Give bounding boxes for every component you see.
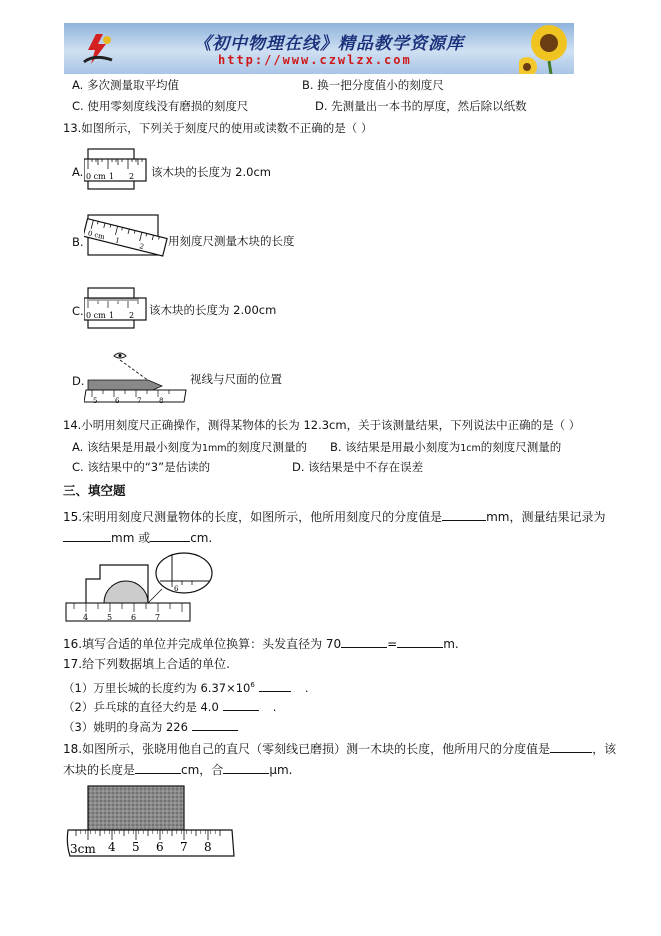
ruler-tick-4: 4 (83, 613, 89, 622)
q14-a-pre: A. 该结果是用最小刻度为 (72, 440, 202, 454)
q15-line2 (63, 530, 212, 546)
section-title: 三、填空题 (63, 483, 126, 498)
sunflower-image (519, 23, 574, 74)
q17-item-2 (63, 699, 276, 714)
q12-option-b[interactable]: B. 换一把分度值小的刻度尺 (302, 78, 444, 92)
q15-line1-pre: 15.宋明用刻度尺测量物体的长度，如图所示，他所用刻度尺的分度值是 (63, 510, 443, 524)
q18-line1 (63, 741, 616, 757)
q13-option-c-text: 该木块的长度为 2.00cm (149, 303, 277, 317)
ruler-d-tick-8: 8 (159, 397, 164, 405)
q18-line2-pre: 木块的长度是 (63, 763, 136, 777)
banner-url[interactable]: http://www.czwlzx.com (218, 53, 412, 67)
q17-i2-end: . (272, 700, 277, 714)
q16-blank-value[interactable] (397, 636, 443, 648)
q13-a-ruler-figure (84, 147, 150, 191)
q16-pre: 16.填写合适的单位并完成单位换算：头发直径为 70 (63, 637, 342, 651)
ruler-tick-1: 1 (114, 236, 121, 245)
ruler-tick-1: 1 (109, 311, 115, 320)
ruler-tick-7: 7 (155, 613, 161, 622)
header-banner (64, 23, 574, 74)
q15-line1-unit: mm，测量结果记录为 (486, 510, 606, 524)
q15-line2-unit1: mm 或 (111, 531, 151, 545)
q17-blank-3[interactable] (192, 719, 238, 731)
ruler-d-tick-6: 6 (115, 397, 120, 405)
q17-stem: 17.给下列数据填上合适的单位. (63, 657, 230, 671)
q14-b-pre: B. 该结果是用最小刻度为 (330, 440, 461, 454)
q15-line2-unit2: cm. (190, 531, 213, 545)
ruler-tick-6: 6 (131, 613, 137, 622)
q17-item-3 (63, 719, 238, 734)
eye-icon (114, 353, 126, 358)
q13-stem: 13.如图所示，下列关于刻度尺的使用或读数不正确的是（ ） (63, 121, 373, 135)
q16-eq: = (387, 637, 398, 651)
q17-blank-2[interactable] (223, 699, 259, 711)
q12-option-a[interactable]: A. 多次测量取平均值 (72, 78, 179, 92)
q18-line2-mid: cm，合 (181, 763, 224, 777)
q14-a-val: 1mm (201, 443, 227, 454)
q18-line1-end: ，该 (592, 742, 617, 756)
ruler-tick-7: 7 (180, 840, 188, 854)
q15-blank-cm[interactable] (150, 530, 190, 542)
ruler-d-tick-5: 5 (93, 397, 98, 405)
q13-b-ruler-figure (84, 211, 168, 261)
q18-line2 (63, 762, 292, 778)
q13-option-c-letter[interactable]: C. (72, 304, 84, 318)
zoom-tick-6: 6 (174, 585, 179, 593)
ruler-tick-2: 2 (129, 311, 135, 320)
ruler-tick-4: 4 (108, 840, 116, 854)
ruler-unit-label: 0 cm (86, 172, 106, 181)
q17-item-1 (63, 678, 308, 695)
q18-line1-text: 18.如图所示，张晓用他自己的直尺（零刻线已磨损）测一木块的长度，他所用尺的分度值是 (63, 742, 551, 756)
q13-option-d-letter[interactable]: D. (72, 374, 85, 388)
q14-b-val: 1cm (460, 443, 481, 454)
ruler-unit-label: 0 cm (86, 311, 106, 320)
q17-i2-pre: （2）乒乓球的直径大约是 4.0 (63, 700, 219, 714)
q13-c-ruler-figure (84, 286, 150, 330)
q13-option-a-letter[interactable]: A. (72, 165, 84, 179)
ruler-unit-label: 0 cm (87, 229, 106, 242)
ruler-tick-5: 5 (107, 613, 113, 622)
ruler-d-tick-7: 7 (137, 397, 142, 405)
q12-option-c[interactable]: C. 使用零刻度线没有磨损的刻度尺 (72, 99, 249, 113)
ruler-tick-2: 2 (129, 172, 135, 181)
q17-i1-sup: 6 (250, 681, 255, 689)
q17-blank-1[interactable] (259, 680, 291, 692)
q15-blank-division[interactable] (442, 509, 486, 521)
q18-blank-length-cm[interactable] (135, 762, 181, 774)
ruler-tick-8: 8 (204, 840, 212, 854)
q14-a-post: 的刻度尺测量的 (226, 440, 308, 454)
ruler-tick-1: 1 (109, 172, 115, 181)
q16-unit: m. (443, 637, 459, 651)
ruler-tick-6: 6 (156, 840, 164, 854)
q18-ruler-figure (64, 784, 236, 860)
magnifier-circle (148, 553, 212, 603)
q13-d-ruler-figure (84, 350, 188, 406)
q14-b-post: 的刻度尺测量的 (480, 440, 562, 454)
q13-option-b-text: 用刻度尺测量木块的长度 (168, 234, 295, 248)
logo-icon (82, 32, 114, 66)
q14-option-d[interactable]: D. 该结果是中不存在误差 (292, 460, 424, 474)
q18-blank-length-um[interactable] (223, 762, 269, 774)
q14-option-a[interactable] (72, 440, 307, 456)
q15-blank-mm[interactable] (63, 530, 111, 542)
q13-option-d-text: 视线与尺面的位置 (190, 372, 282, 386)
q13-option-a-text: 该木块的长度为 2.0cm (151, 165, 271, 179)
q14-option-b[interactable] (330, 440, 561, 456)
q15-ruler-figure (64, 551, 220, 625)
ruler-tick-2: 2 (138, 242, 145, 252)
q18-line2-end: μm. (269, 763, 293, 777)
q17-i3-pre: （3）姚明的身高为 226 (63, 720, 188, 734)
ruler-tick-5: 5 (132, 840, 140, 854)
q17-i1-pre: （1）万里长城的长度约为 6.37×10 (63, 680, 251, 695)
banner-title: 《初中物理在线》精品教学资源库 (194, 34, 464, 54)
q16-line (63, 636, 459, 652)
q18-blank-division[interactable] (550, 741, 592, 753)
q12-option-d[interactable]: D. 先测量出一本书的厚度，然后除以纸数 (315, 99, 527, 113)
ruler-unit-label: 3cm (70, 842, 96, 856)
q15-line1 (63, 509, 605, 525)
q16-blank-unit[interactable] (341, 636, 387, 648)
q14-stem: 14.小明用刻度尺正确操作，测得某物体的长为 12.3cm，关于该测量结果，下列说法中正确的是（ ） (63, 418, 581, 432)
q14-option-c[interactable]: C. 该结果中的“3”是估读的 (72, 460, 211, 474)
q17-i1-end: . (304, 680, 309, 695)
q13-option-b-letter[interactable]: B. (72, 235, 84, 249)
